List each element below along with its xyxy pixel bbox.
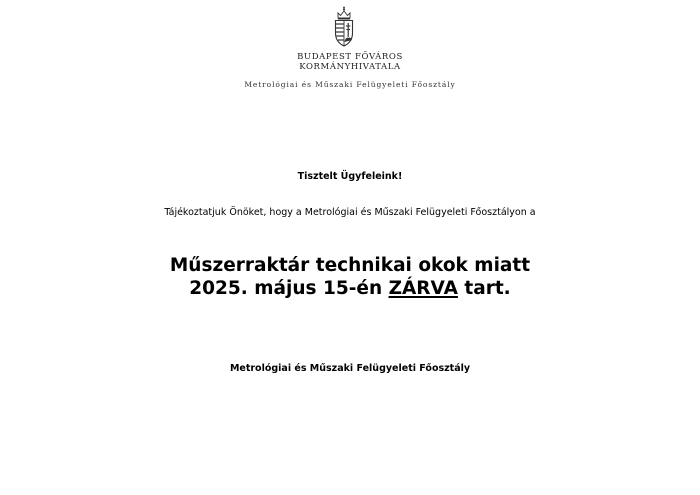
intro-text: Tájékoztatjuk Önöket, hogy a Metrológiai és Műszaki Felügyeleti Főosztályon a — [164, 207, 536, 218]
headline-line1: Műszerraktár technikai okok miatt — [169, 255, 531, 276]
department-header: Metrológiai és Műszaki Felügyeleti Főosztály — [244, 80, 456, 89]
closure-headline — [0, 254, 700, 300]
headline-end: tart. — [457, 278, 511, 299]
coat-of-arms-logo — [331, 6, 357, 48]
headline-line2 — [0, 277, 700, 300]
greeting: Tisztelt Ügyfeleink! — [297, 171, 403, 182]
closed-emphasis: ZÁRVA — [388, 278, 458, 299]
signature: Metrológiai és Műszaki Felügyeleti Főosztály — [229, 363, 471, 374]
headline-date: 2025. május 15-én — [189, 278, 389, 299]
org-name-line2: KORMÁNYHIVATALA — [299, 62, 401, 72]
org-name-line1: BUDAPEST FŐVÁROS — [297, 52, 403, 62]
